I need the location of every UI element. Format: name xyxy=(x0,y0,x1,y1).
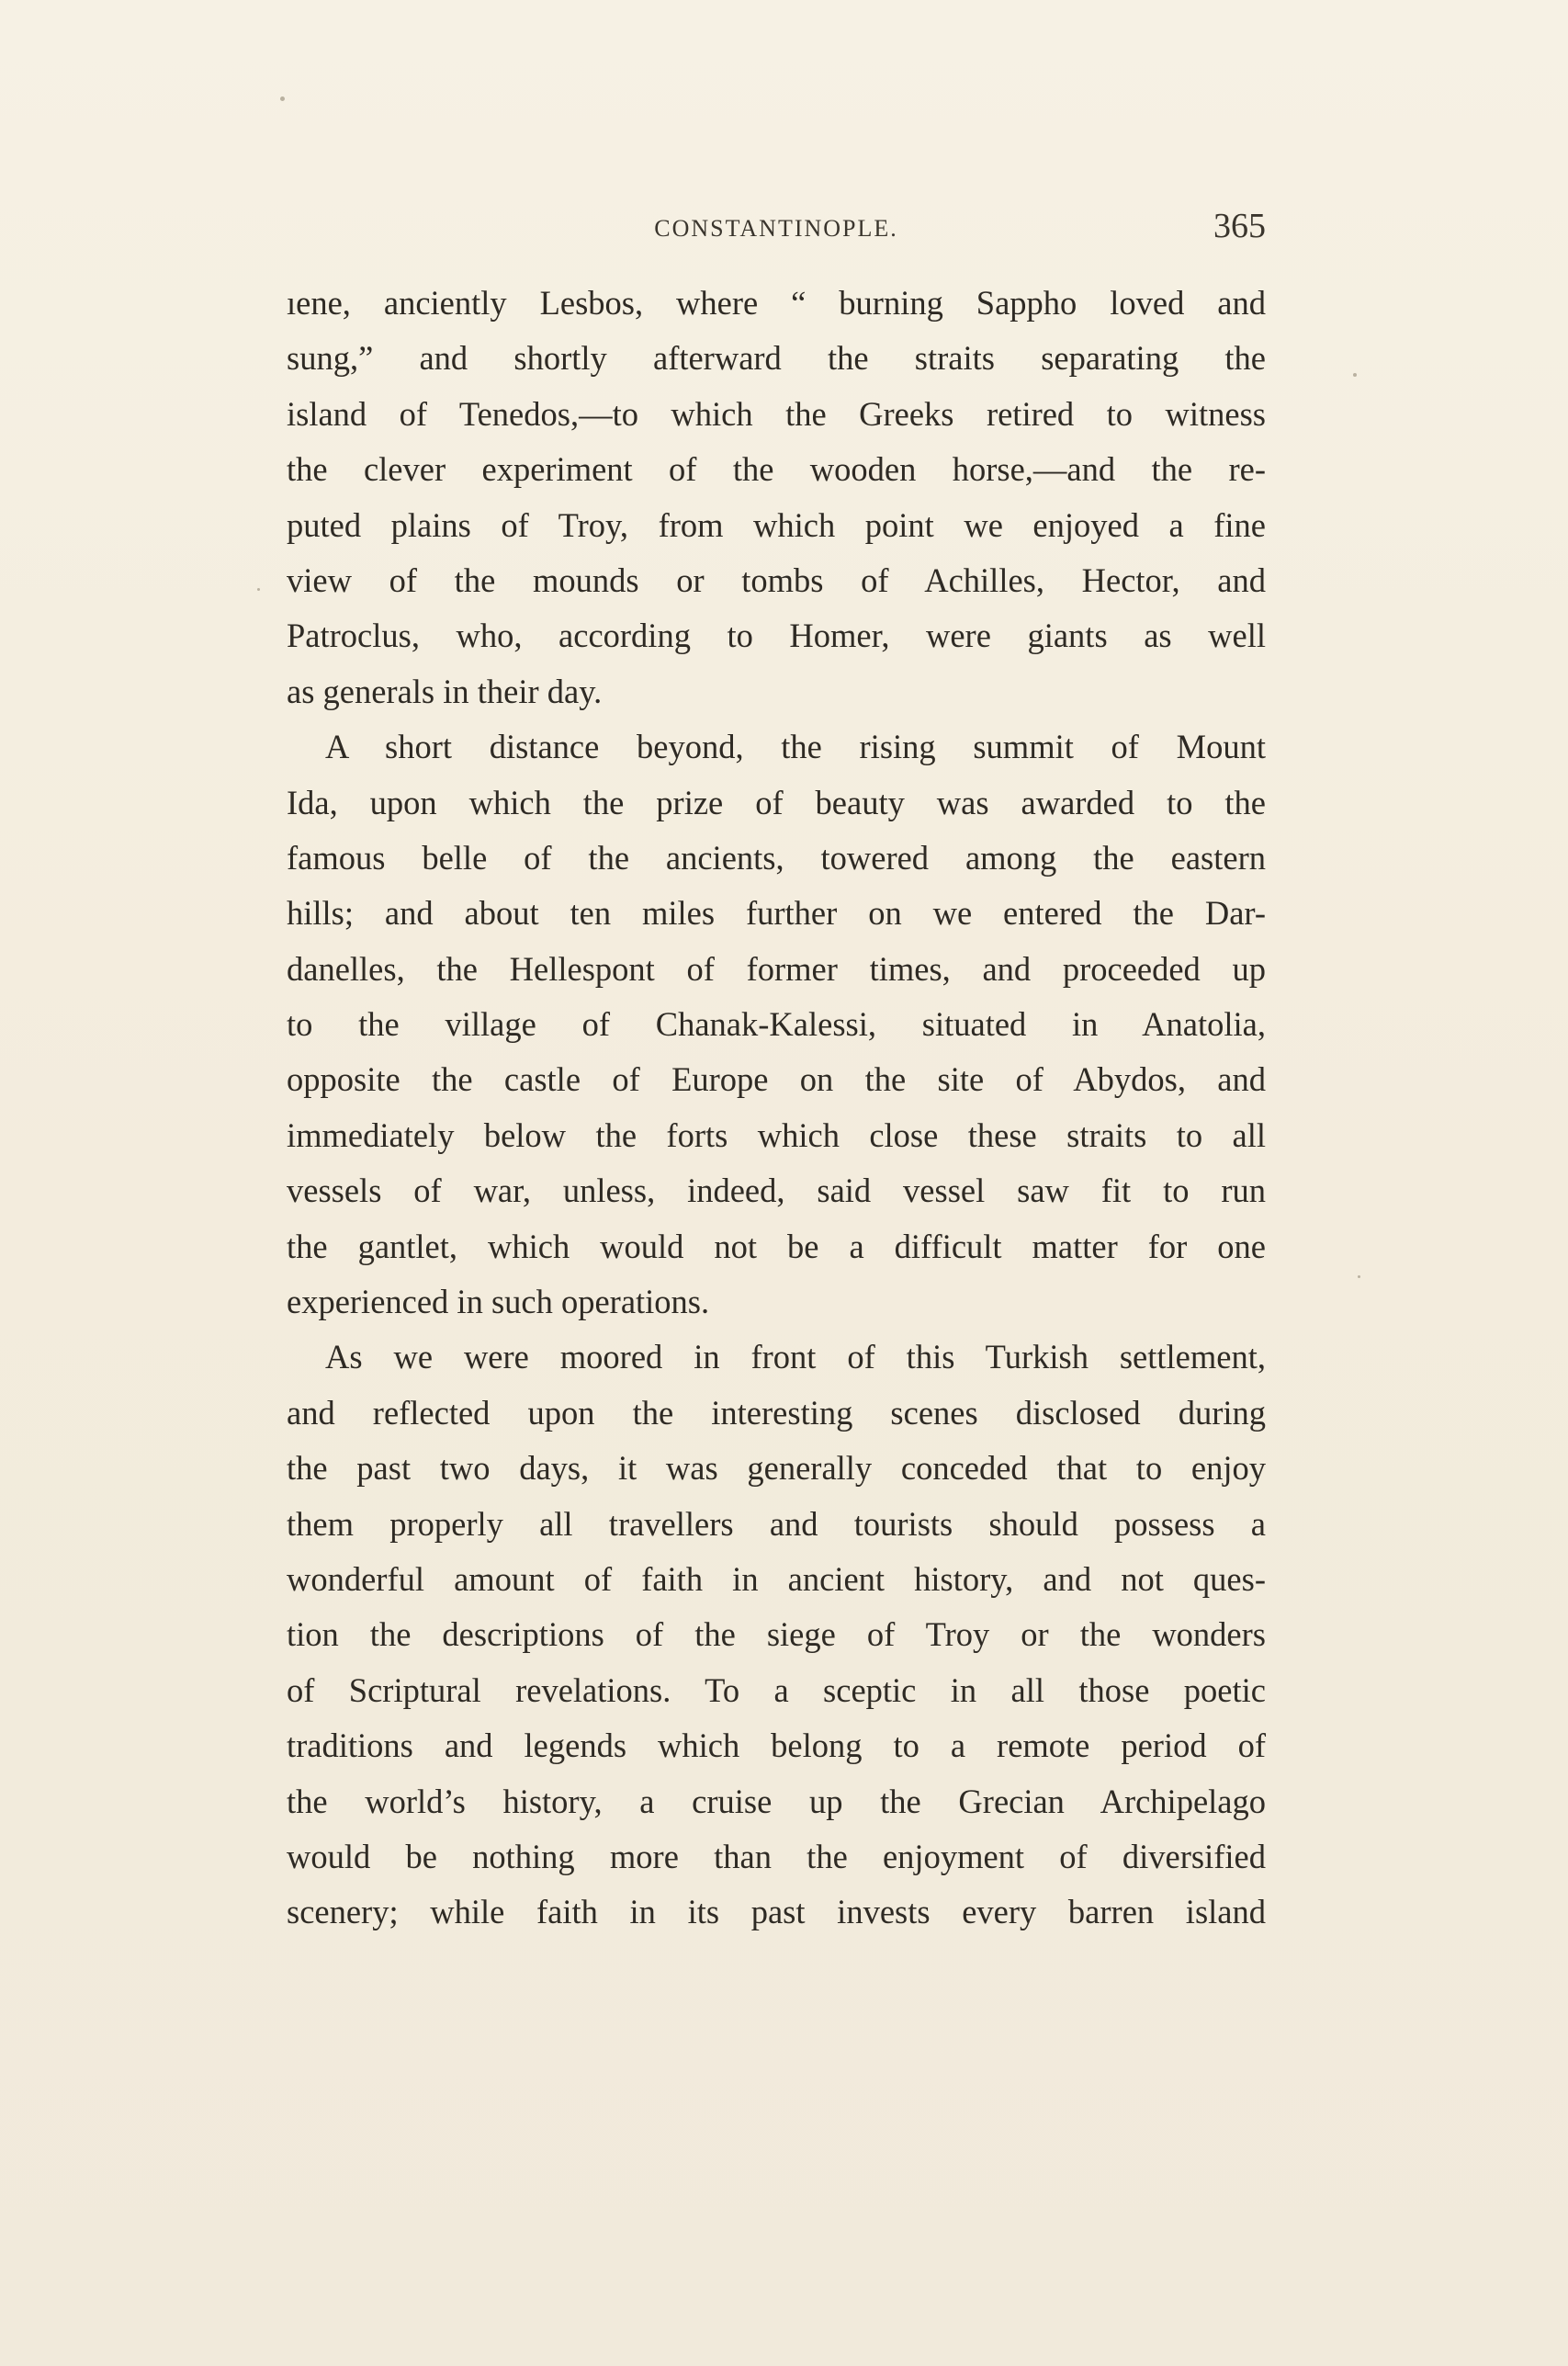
text-line: the clever experiment of the wooden horse,—and the re- xyxy=(287,450,1266,489)
text-line: island of Tenedos,—to which the Greeks retired to witness xyxy=(287,394,1266,433)
paper-speck xyxy=(1358,1275,1360,1278)
text-line: of Scriptural revelations. To a sceptic in all those poetic xyxy=(287,1670,1266,1709)
text-line: traditions and legends which belong to a remote period of xyxy=(287,1726,1266,1765)
text-line: A short distance beyond, the rising summit of Mount xyxy=(325,728,1266,766)
body-text xyxy=(287,276,1266,1941)
text-line: wonderful amount of faith in ancient history, and not ques- xyxy=(287,1559,1266,1598)
paper-speck xyxy=(280,96,285,101)
text-line: the world’s history, a cruise up the Grecian Archipelago xyxy=(287,1782,1266,1820)
text-line: puted plains of Troy, from which point we enjoyed a fine xyxy=(287,505,1266,544)
text-line: hills; and about ten miles further on we entered the Dar- xyxy=(287,894,1266,933)
paper-speck xyxy=(1353,373,1357,377)
text-line: vessels of war, unless, indeed, said vessel saw fit to run xyxy=(287,1172,1266,1210)
text-line: sung,” and shortly afterward the straits separating the xyxy=(287,339,1266,378)
text-line: to the village of Chanak-Kalessi, situated in Anatolia, xyxy=(287,1005,1266,1044)
running-head: CONSTANTINOPLE. xyxy=(654,215,898,242)
paper-speck xyxy=(257,588,260,591)
page-header xyxy=(287,204,1266,259)
text-line: As we were moored in front of this Turkish settlement, xyxy=(325,1338,1266,1376)
text-line: Ida, upon which the prize of beauty was awarded to the xyxy=(287,783,1266,821)
text-line: danelles, the Hellespont of former times, and proceeded up xyxy=(287,949,1266,988)
text-line: them properly all travellers and tourists should possess a xyxy=(287,1504,1266,1543)
text-line: as generals in their day. xyxy=(287,672,603,710)
text-line: scenery; while faith in its past invests every barren island xyxy=(287,1893,1266,1931)
text-line: the past two days, it was generally conceded that to enjoy xyxy=(287,1449,1266,1488)
text-line: immediately below the forts which close these straits to all xyxy=(287,1115,1266,1154)
text-line: opposite the castle of Europe on the site of Abydos, and xyxy=(287,1060,1266,1099)
text-line: tion the descriptions of the siege of Troy or the wonders xyxy=(287,1615,1266,1654)
text-line: ıene, anciently Lesbos, where “ burning Sappho loved and xyxy=(287,284,1266,322)
text-line: Patroclus, who, according to Homer, were giants as well xyxy=(287,617,1266,655)
text-line: view of the mounds or tombs of Achilles, Hector, and xyxy=(287,560,1266,599)
text-line: the gantlet, which would not be a difficult matter for one xyxy=(287,1227,1266,1265)
text-line: famous belle of the ancients, towered among the eastern xyxy=(287,838,1266,877)
text-line: would be nothing more than the enjoyment of diversified xyxy=(287,1837,1266,1875)
text-line: and reflected upon the interesting scenes disclosed during xyxy=(287,1393,1266,1432)
page-number: 365 xyxy=(1213,207,1266,245)
text-line: experienced in such operations. xyxy=(287,1283,710,1321)
